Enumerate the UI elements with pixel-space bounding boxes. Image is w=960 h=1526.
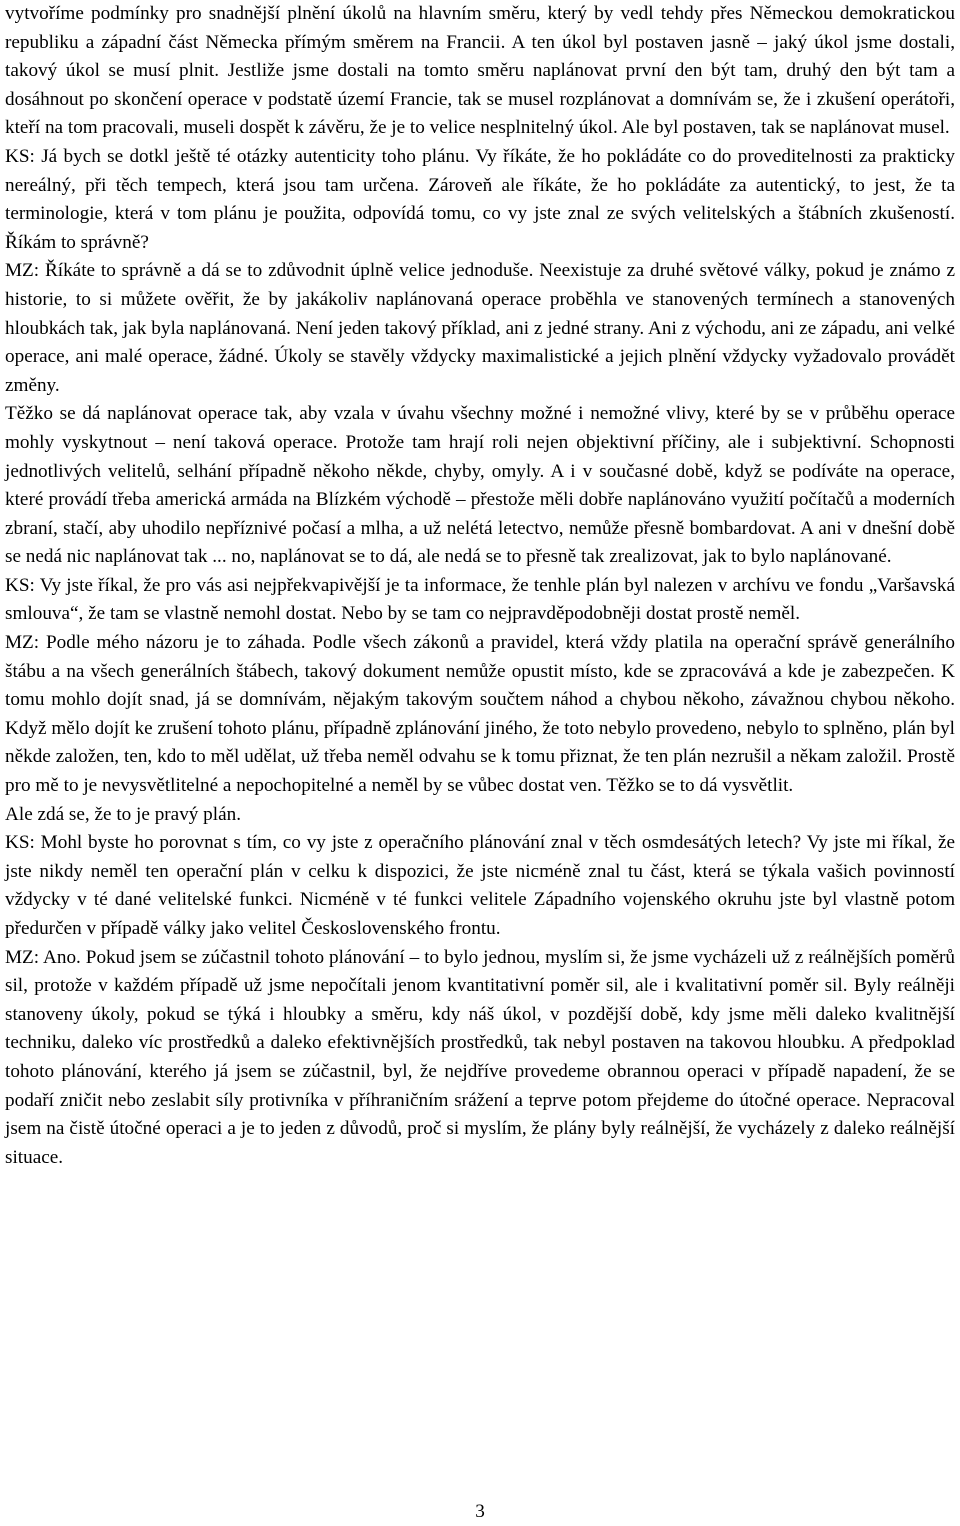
paragraph-plan-intro: vytvoříme podmínky pro snadnější plnění úkolů na hlavním směru, který by vedl tehdy přes Německou demokratickou republiku a západní část Německa přímým směrem na Francii. A ten úkol byl postaven jasně – jaký úkol jsme dostali, takový úkol se musí plnit. Jestliže jsme dostali na tomto směru naplánovat první den být tam, druhý den být tam a dosáhnout po skončení operace v podstatě území Francie, tak se musel rozplánovat a domnívám se, že i zkušení operátoři, kteří na tom pracovali, museli dospět k závěru, že je to velice nesplnitelný úkol. Ale byl postaven, tak se naplánovat musel. xyxy=(5,3,955,139)
paragraph-mz-planning-answer: MZ: Ano. Pokud jsem se zúčastnil tohoto plánování – to bylo jednou, myslím si, že jsme vycházeli už z reálnějších poměrů sil, protože v každém případě už jsme nepočítali jenom kvantitativní poměr sil, ale i kvalitativní poměr sil. Byly reálněji stanoveny úkoly, pokud se týká i hloubky a směru, kdy náš úkol, v pozdější době, kdy jsme měli daleko kvalitnější techniku, daleko víc prostředků a daleko efektivnějších prostředků, tak nebyl postaven na takovou hloubku. A předpoklad tohoto plánování, kterého já jsem se zúčastnil, byl, že nejdříve provedeme obrannou operaci v případě napadení, že se podaří zničit nebo zeslabit síly protivníka v příhraničním srážení a teprve potom přejdeme do útočné operace. Nepracoval jsem na čistě útočné operaci a je to jeden z důvodů, proč si myslím, že plány byly reálnější, že vycházely z daleko reálnější situace. xyxy=(5,946,955,1168)
paragraph-mz-mystery: MZ: Podle mého názoru je to záhada. Podle všech zákonů a pravidel, která vždy platila na operační správě generálního štábu a na všech generálních štábech, takový dokument nemůže opustit místo, kde se zpracovává a kde je zabezpečen. K tomu mohlo dojít snad, já se domnívám, nějakým takovým součtem náhod a chybou někoho, závažnou chybou někoho. Když mělo dojít ke zrušení tohoto plánu, případně zplánování jiného, že toto nebylo provedeno, nebylo to splněno, plán byl někde založen, ten, kdo to měl udělat, už třeba neměl odvahu se k tomu přiznat, že ten plán nezrušil a někam založil. Prostě pro mě to je nevysvětlitelné a nepochopitelné a neměl by se vůbec dostat ven. Těžko se to dá vysvětlit. xyxy=(5,632,955,797)
paragraph-genuine-plan: Ale zdá se, že to je pravý plán. xyxy=(5,803,242,825)
paragraph-ks-authenticity-question: KS: Já bych se dotkl ještě té otázky autenticity toho plánu. Vy říkáte, že ho pokládáte co do proveditelnosti za prakticky nereálný, při těch tempech, která jsou tam určena. Zároveň ale říkáte, že ho pokládáte za autentický, to jest, že ta terminologie, která v tom plánu je použita, odpovídá tomu, co vy jste znal ze svých velitelských a štábních zkušeností. Říkám to správně? xyxy=(5,145,955,253)
paragraph-ks-archive-question: KS: Vy jste říkal, že pro vás asi nejpřekvapivější je ta informace, že tenhle plán byl nalezen v archívu ve fondu „Varšavská smlouva“, že tam se vlastně nemohl dostat. Nebo by se tam co nejpravděpodobněji dostat prostě neměl. xyxy=(5,574,955,625)
document-body xyxy=(5,0,955,1172)
paragraph-mz-answer-wwii: MZ: Říkáte to správně a dá se to zdůvodnit úplně velice jednoduše. Neexistuje za druhé světové války, pokud je známo z historie, to si můžete ověřit, že by jakákoliv naplánovaná operace proběhla ve stanovených termínech a stanovených hloubkách tak, jak byla naplánovaná. Není jeden takový příklad, ani z jedné strany. Ani z východu, ani ze západu, ani velké operace, ani malé operace, žádné. Úkoly se stavěly vždycky maximalistické a jejich plnění vždycky vyžadovalo provádět změny. xyxy=(5,260,955,396)
paragraph-ks-comparison-question: KS: Mohl byste ho porovnat s tím, co vy jste z operačního plánování znal v těch osmdesátých letech? Vy jste mi říkal, že jste nikdy neměl ten operační plán v celku k dispozici, že jste nicméně znal tu část, která se týkala vašich povinností vždycky v té dané velitelské funkci. Nicméně v té funkci velitele Západního vojenského okruhu jste byl vlastně potom předurčen v případě války jako velitel Československého frontu. xyxy=(5,832,955,939)
page-number: 3 xyxy=(475,1501,485,1522)
paragraph-planning-difficulty: Těžko se dá naplánovat operace tak, aby vzala v úvahu všechny možné i nemožné vlivy, které by se v průběhu operace mohly vyskytnout – není taková operace. Protože tam hrají roli nejen objektivní příčiny, ale i subjektivní. Schopnosti jednotlivých velitelů, selhání případně někoho někde, chyby, omyly. A i v současné době, když se podíváte na operace, které provádí třeba americká armáda na Blízkém východě – přestože měli dobře naplánováno využití počítačů a moderních zbraní, stačí, aby uhodilo nepříznivé počasí a mlha, a už nelétá letectvo, nemůže přesně bombardovat. A ani v dnešní době se nedá nic naplánovat tak ... no, naplánovat se to dá, ale nedá se to přesně tak zrealizovat, jak to bylo naplánované. xyxy=(5,403,955,568)
